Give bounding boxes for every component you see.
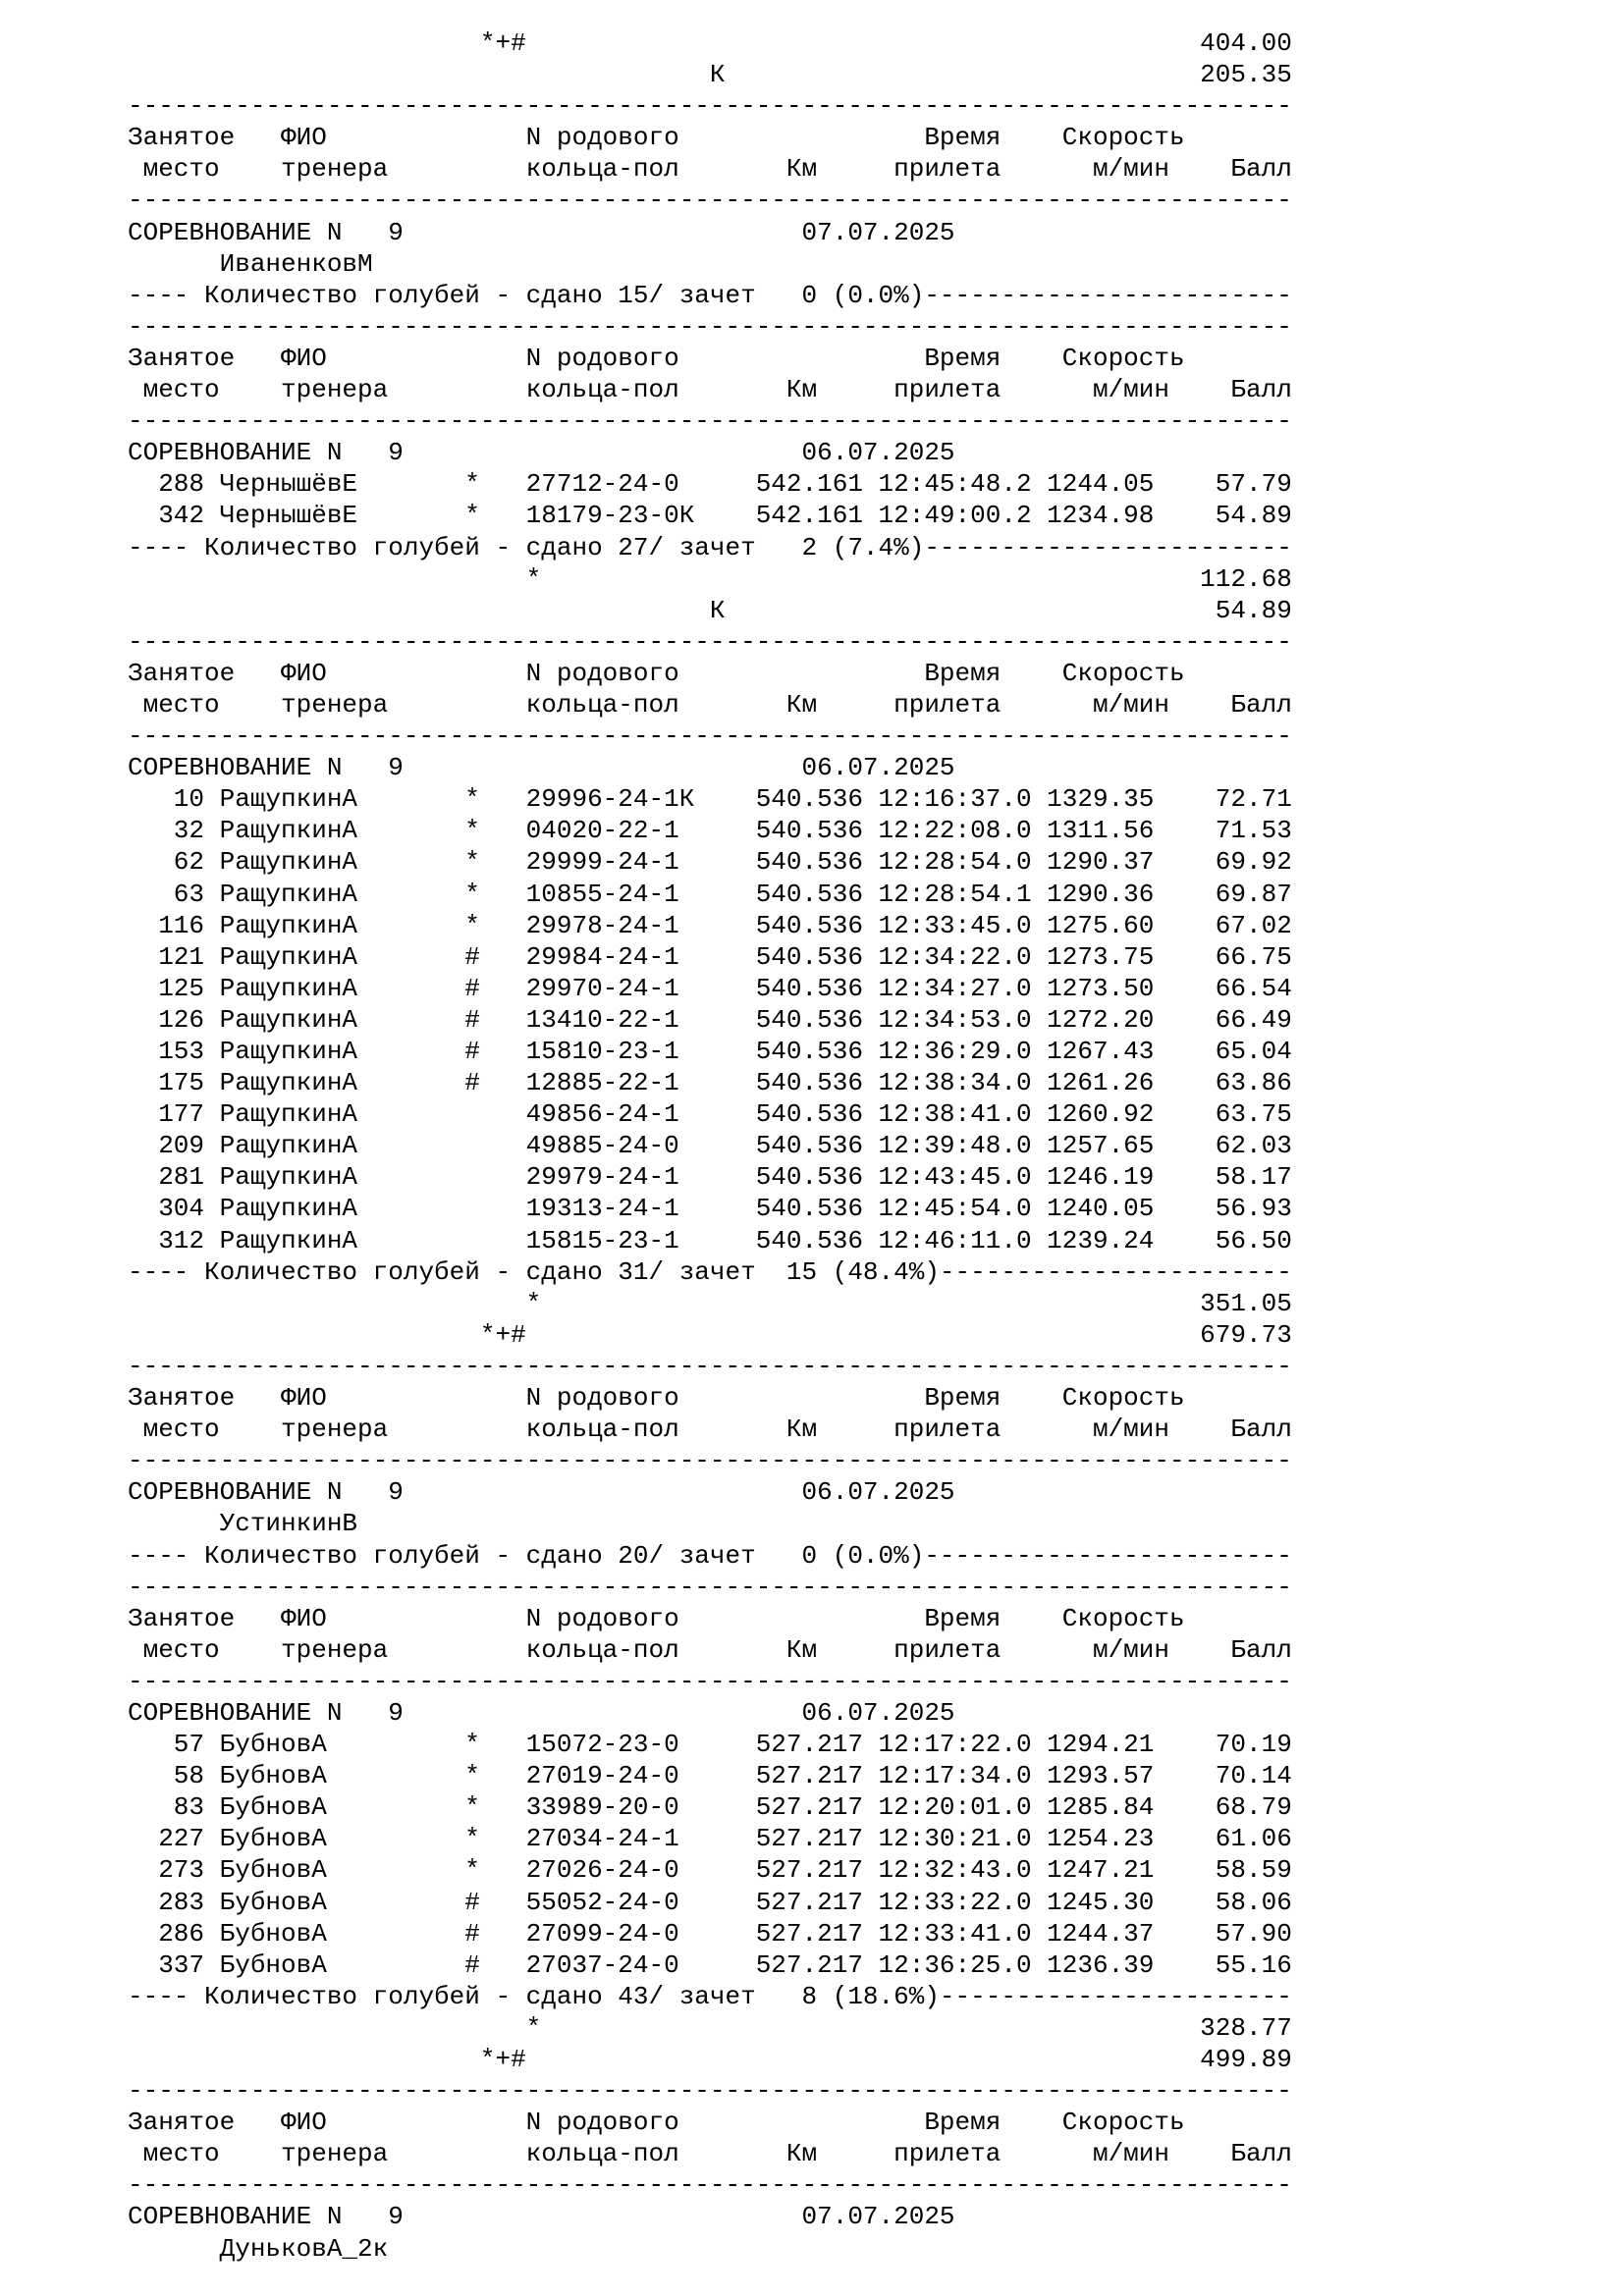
- competition-header-line: СОРЕВНОВАНИЕ N 9 06.07.2025: [128, 1697, 1292, 1728]
- trainer-name-line: ДуньковА_2к: [128, 2233, 389, 2264]
- trainer-name-line: УстинкинВ: [128, 1509, 358, 1539]
- table-header-line-2: место тренера кольца-пол Км прилета м/мин Балл: [128, 375, 1292, 405]
- table-header-line-1: Занятое ФИО N родового Время Скорость: [128, 658, 1292, 688]
- competition-header-line: СОРЕВНОВАНИЕ N 9 06.07.2025: [128, 1477, 1292, 1508]
- result-row: 209 РащупкинА 49885-24-0 540.536 12:39:48.0 1257.65 62.03: [128, 1131, 1292, 1161]
- section-total-line: * 328.77: [128, 2012, 1292, 2043]
- result-row: 288 ЧернышёвЕ * 27712-24-0 542.161 12:45:48.2 1244.05 57.79: [128, 469, 1292, 500]
- result-row: 62 РащупкинА * 29999-24-1 540.536 12:28:54.0 1290.37 69.92: [128, 847, 1292, 878]
- result-row: 273 БубновА * 27026-24-0 527.217 12:32:43.0 1247.21 58.59: [128, 1855, 1292, 1886]
- trainer-name-line: ИваненковМ: [128, 248, 373, 279]
- section-total-line: * 351.05: [128, 1288, 1292, 1318]
- carryover-total-line: *+# 404.00: [128, 28, 1292, 58]
- pigeons-summary-line: ---- Количество голубей - сдано 31/ зачет 15 (48.4%)-----------------------: [128, 1256, 1292, 1287]
- table-header-line-1: Занятое ФИО N родового Время Скорость: [128, 1603, 1292, 1633]
- result-row: 83 БубновА * 33989-20-0 527.217 12:20:01.0 1285.84 68.79: [128, 1792, 1292, 1823]
- table-header-line-1: Занятое ФИО N родового Время Скорость: [128, 123, 1292, 153]
- result-row: 175 РащупкинА # 12885-22-1 540.536 12:38:34.0 1261.26 63.86: [128, 1068, 1292, 1098]
- result-row: 58 БубновА * 27019-24-0 527.217 12:17:34.0 1293.57 70.14: [128, 1761, 1292, 1791]
- result-row: 10 РащупкинА * 29996-24-1К 540.536 12:16:37.0 1329.35 72.71: [128, 784, 1292, 815]
- separator-line: ----------------------------------------------------------------------------: [128, 1446, 1292, 1476]
- result-row: 126 РащупкинА # 13410-22-1 540.536 12:34:53.0 1272.20 66.49: [128, 1004, 1292, 1035]
- result-row: 312 РащупкинА 15815-23-1 540.536 12:46:11.0 1239.24 56.50: [128, 1225, 1292, 1255]
- result-row: 57 БубновА * 15072-23-0 527.217 12:17:22.0 1294.21 70.19: [128, 1730, 1292, 1760]
- table-header-line-1: Занятое ФИО N родового Время Скорость: [128, 2108, 1292, 2138]
- section-total-line: *+# 679.73: [128, 1319, 1292, 1350]
- pigeons-summary-line: ---- Количество голубей - сдано 27/ зачет 2 (7.4%)------------------------: [128, 532, 1292, 562]
- table-header-line-2: место тренера кольца-пол Км прилета м/мин Балл: [128, 2139, 1292, 2169]
- result-row: 304 РащупкинА 19313-24-1 540.536 12:45:54.0 1240.05 56.93: [128, 1194, 1292, 1224]
- result-row: 227 БубновА * 27034-24-1 527.217 12:30:21.0 1254.23 61.06: [128, 1824, 1292, 1854]
- carryover-total-line: К 205.35: [128, 60, 1292, 90]
- result-row: 153 РащупкинА # 15810-23-1 540.536 12:36:29.0 1267.43 65.04: [128, 1037, 1292, 1066]
- result-row: 283 БубновА # 55052-24-0 527.217 12:33:22.0 1245.30 58.06: [128, 1887, 1292, 1917]
- pigeons-summary-line: ---- Количество голубей - сдано 15/ зачет 0 (0.0%)------------------------: [128, 280, 1292, 310]
- result-row: 337 БубновА # 27037-24-0 527.217 12:36:25.0 1236.39 55.16: [128, 1949, 1292, 1980]
- result-row: 286 БубновА # 27099-24-0 527.217 12:33:41.0 1244.37 57.90: [128, 1918, 1292, 1949]
- result-row: 121 РащупкинА # 29984-24-1 540.536 12:34:22.0 1273.75 66.75: [128, 941, 1292, 972]
- separator-line: ----------------------------------------------------------------------------: [128, 2170, 1292, 2201]
- table-header-line-2: место тренера кольца-пол Км прилета м/мин Балл: [128, 689, 1292, 720]
- pigeons-summary-line: ---- Количество голубей - сдано 43/ зачет 8 (18.6%)-----------------------: [128, 1981, 1292, 2011]
- result-row: 177 РащупкинА 49856-24-1 540.536 12:38:41.0 1260.92 63.75: [128, 1099, 1292, 1130]
- separator-line: ----------------------------------------------------------------------------: [128, 721, 1292, 752]
- separator-line: ----------------------------------------------------------------------------: [128, 406, 1292, 437]
- competition-header-line: СОРЕВНОВАНИЕ N 9 06.07.2025: [128, 753, 1292, 783]
- table-header-line-2: место тренера кольца-пол Км прилета м/мин Балл: [128, 1634, 1292, 1665]
- separator-line: ----------------------------------------------------------------------------: [128, 186, 1292, 216]
- competition-header-line: СОРЕВНОВАНИЕ N 9 06.07.2025: [128, 438, 1292, 468]
- result-row: 63 РащупкинА * 10855-24-1 540.536 12:28:54.1 1290.36 69.87: [128, 879, 1292, 909]
- separator-line: ----------------------------------------------------------------------------: [128, 311, 1292, 342]
- separator-line: ----------------------------------------------------------------------------: [128, 1351, 1292, 1381]
- result-row: 281 РащупкинА 29979-24-1 540.536 12:43:45.0 1246.19 58.17: [128, 1162, 1292, 1193]
- table-header-line-2: место тренера кольца-пол Км прилета м/мин Балл: [128, 1415, 1292, 1445]
- section-total-line: *+# 499.89: [128, 2045, 1292, 2074]
- pigeons-summary-line: ---- Количество голубей - сдано 20/ зачет 0 (0.0%)------------------------: [128, 1540, 1292, 1571]
- result-row: 32 РащупкинА * 04020-22-1 540.536 12:22:08.0 1311.56 71.53: [128, 816, 1292, 846]
- section-total-line: * 112.68: [128, 563, 1292, 594]
- section-total-line: К 54.89: [128, 595, 1292, 625]
- table-header-line-1: Занятое ФИО N родового Время Скорость: [128, 1383, 1292, 1414]
- separator-line: ----------------------------------------------------------------------------: [128, 1666, 1292, 1696]
- separator-line: ----------------------------------------------------------------------------: [128, 91, 1292, 122]
- table-header-line-2: место тренера кольца-пол Км прилета м/мин Балл: [128, 154, 1292, 185]
- separator-line: ----------------------------------------------------------------------------: [128, 626, 1292, 657]
- result-row: 125 РащупкинА # 29970-24-1 540.536 12:34:27.0 1273.50 66.54: [128, 973, 1292, 1003]
- table-header-line-1: Занятое ФИО N родового Время Скорость: [128, 343, 1292, 373]
- separator-line: ----------------------------------------------------------------------------: [128, 2076, 1292, 2107]
- result-row: 342 ЧернышёвЕ * 18179-23-0К 542.161 12:49:00.2 1234.98 54.89: [128, 501, 1292, 531]
- competition-header-line: СОРЕВНОВАНИЕ N 9 07.07.2025: [128, 2202, 1292, 2232]
- competition-header-line: СОРЕВНОВАНИЕ N 9 07.07.2025: [128, 217, 1292, 247]
- result-row: 116 РащупкинА * 29978-24-1 540.536 12:33:45.0 1275.60 67.02: [128, 910, 1292, 940]
- separator-line: ----------------------------------------------------------------------------: [128, 1572, 1292, 1602]
